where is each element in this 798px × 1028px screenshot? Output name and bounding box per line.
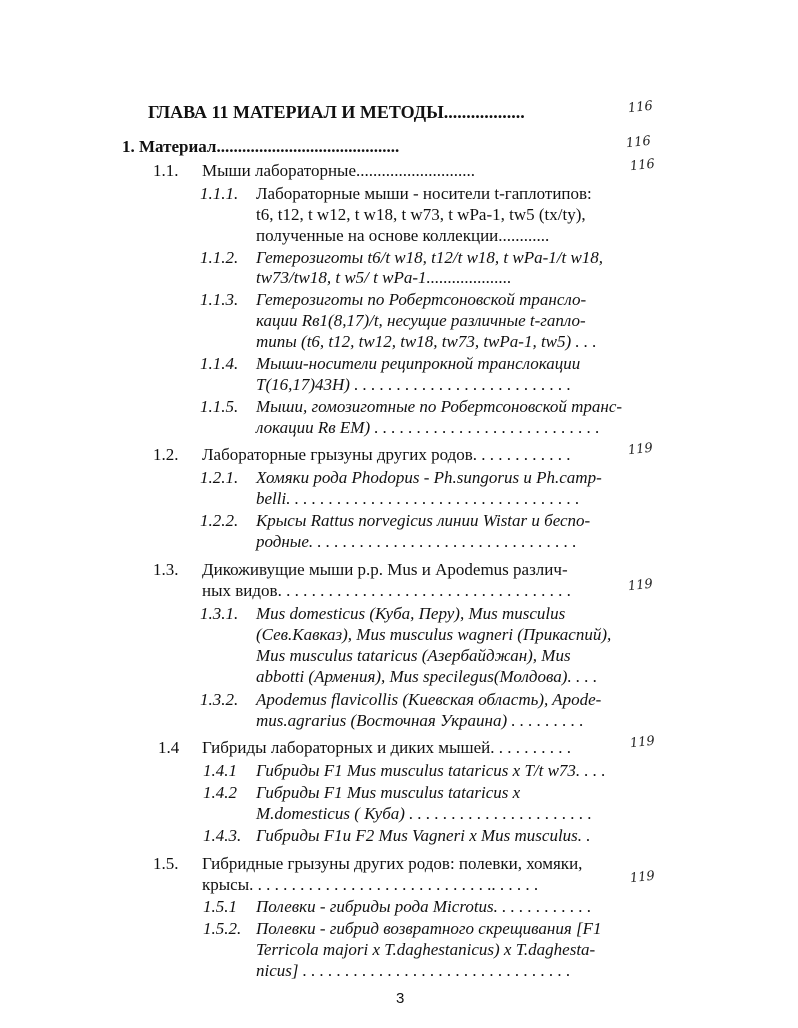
chapter-title: ГЛАВА 11 МАТЕРИАЛ И МЕТОДЫ.................. <box>148 102 525 122</box>
entry-text: Гетерозиготы t6/t w18, t12/t w18, t wPa-1/t w18, <box>256 248 604 267</box>
entry-text: Мыши, гомозиготные по Робертсоновской транс- <box>256 397 623 416</box>
entry-text: Хомяки рода Phodopus - Ph.sungorus и Ph.camp- <box>256 468 602 487</box>
entry-text: Гибриды лабораторных и диких мышей. . . . . . . . . . <box>202 738 571 757</box>
entry-text: belli. . . . . . . . . . . . . . . . . . . . . . . . . . . . . . . . . . . <box>256 489 580 508</box>
entry-page-note: 119 <box>627 440 654 459</box>
entry-number: 1.5.1 <box>203 897 237 916</box>
entry-text: Mus musculus tataricus (Азербайджан), Mus <box>256 646 571 665</box>
entry-number: 1.1.1. <box>200 184 239 203</box>
entry-text: Гибридные грызуны других родов: полевки, хомяки, <box>202 854 583 873</box>
entry-text: Лабораторные грызуны других родов. . . . . . . . . . . . <box>202 445 571 464</box>
entry-text: mus.agrarius (Восточная Украина) . . . . . . . . . <box>256 711 584 730</box>
entry-text: nicus] . . . . . . . . . . . . . . . . . . . . . . . . . . . . . . . . <box>256 961 571 980</box>
entry-text: t6, t12, t w12, t w18, t w73, t wPa-1, tw5 (tx/ty), <box>256 205 586 224</box>
entry-text: Лабораторные мыши - носители t-гаплотипов: <box>256 184 592 203</box>
entry-text: кации Rв1(8,17)/t, несущие различные t-гапло- <box>256 311 586 330</box>
entry-text: (Сев.Кавказ), Mus musculus wagneri (Прикаспий), <box>256 625 612 644</box>
entry-text: локации Rв ЕМ) . . . . . . . . . . . . . . . . . . . . . . . . . . . <box>256 418 600 437</box>
section-page-note: 116 <box>625 133 652 152</box>
entry-text: Мыши лабораторные............................ <box>202 161 476 180</box>
entry-text: Apodemus flavicollis (Киевская область), Apode- <box>256 690 602 709</box>
entry-text: T(16,17)43H) . . . . . . . . . . . . . . . . . . . . . . . . . . <box>256 375 571 394</box>
entry-number: 1.3. <box>153 560 179 579</box>
section-title: 1. Материал........................................... <box>122 137 400 156</box>
entry-text: ных видов. . . . . . . . . . . . . . . . . . . . . . . . . . . . . . . . . . . <box>202 581 571 600</box>
entry-text: Гетерозиготы по Робертсоновской трансло- <box>256 290 587 309</box>
entry-text: Полевки - гибрид возвратного скрещивания [F1 <box>256 919 602 938</box>
entry-number: 1.5. <box>153 854 179 873</box>
entry-number: 1.3.1. <box>200 604 239 623</box>
entry-text: Гибриды F1 Mus musculus tataricus x T/t w73. . . . <box>256 761 606 780</box>
entry-text: типы (t6, t12, tw12, tw18, tw73, twPa-1, tw5) . . . <box>256 332 597 351</box>
entry-page-note: 119 <box>629 733 656 752</box>
entry-number: 1.1.2. <box>200 248 239 267</box>
page-number: 3 <box>396 990 405 1007</box>
entry-text: Полевки - гибриды рода Microtus. . . . . . . . . . . . <box>256 897 592 916</box>
entry-text: родные. . . . . . . . . . . . . . . . . . . . . . . . . . . . . . . . <box>256 532 577 551</box>
entry-text: крысы. . . . . . . . . . . . . . . . . . . . . . . . . . . . .. . . . . . <box>202 875 539 894</box>
entry-page-note: 119 <box>629 868 656 887</box>
entry-text: Крысы Rattus norvegicus линии Wistar и беспо- <box>256 511 591 530</box>
entry-text: Terricola majori x T.daghestanicus) x T.daghesta- <box>256 940 596 959</box>
entry-number: 1.2.1. <box>200 468 239 487</box>
entry-number: 1.4.2 <box>203 783 237 802</box>
entry-text: M.domesticus ( Куба) . . . . . . . . . . . . . . . . . . . . . . <box>256 804 592 823</box>
entry-text: abbotti (Армения), Mus specilegus(Молдова). . . . <box>256 667 598 686</box>
entry-number: 1.4 <box>158 738 180 757</box>
chapter-page-note: 116 <box>627 98 654 117</box>
entry-number: 1.1.5. <box>200 397 239 416</box>
entry-text: tw73/tw18, t w5/ t wPa-1.................... <box>256 268 512 287</box>
entry-number: 1.3.2. <box>200 690 239 709</box>
entry-page-note: 116 <box>629 156 656 175</box>
entry-number: 1.1. <box>153 161 179 180</box>
entry-number: 1.4.1 <box>203 761 237 780</box>
entry-number: 1.5.2. <box>203 919 242 938</box>
entry-text: полученные на основе коллекции............ <box>256 226 550 245</box>
entry-text: Дикоживущие мыши р.р. Mus и Apodemus различ- <box>202 560 568 579</box>
entry-number: 1.2. <box>153 445 179 464</box>
entry-text: Гибриды F1 Mus musculus tataricus x <box>256 783 521 802</box>
entry-number: 1.1.3. <box>200 290 239 309</box>
entry-number: 1.4.3. <box>203 826 242 845</box>
entry-text: Мыши-носители реципрокной транслокации <box>256 354 581 373</box>
entry-number: 1.1.4. <box>200 354 239 373</box>
entry-number: 1.2.2. <box>200 511 239 530</box>
entry-page-note: 119 <box>627 576 654 595</box>
entry-text: Гибриды F1и F2 Mus Vagneri x Mus musculus. . <box>256 826 591 845</box>
entry-text: Mus domesticus (Куба, Перу), Mus musculus <box>256 604 566 623</box>
